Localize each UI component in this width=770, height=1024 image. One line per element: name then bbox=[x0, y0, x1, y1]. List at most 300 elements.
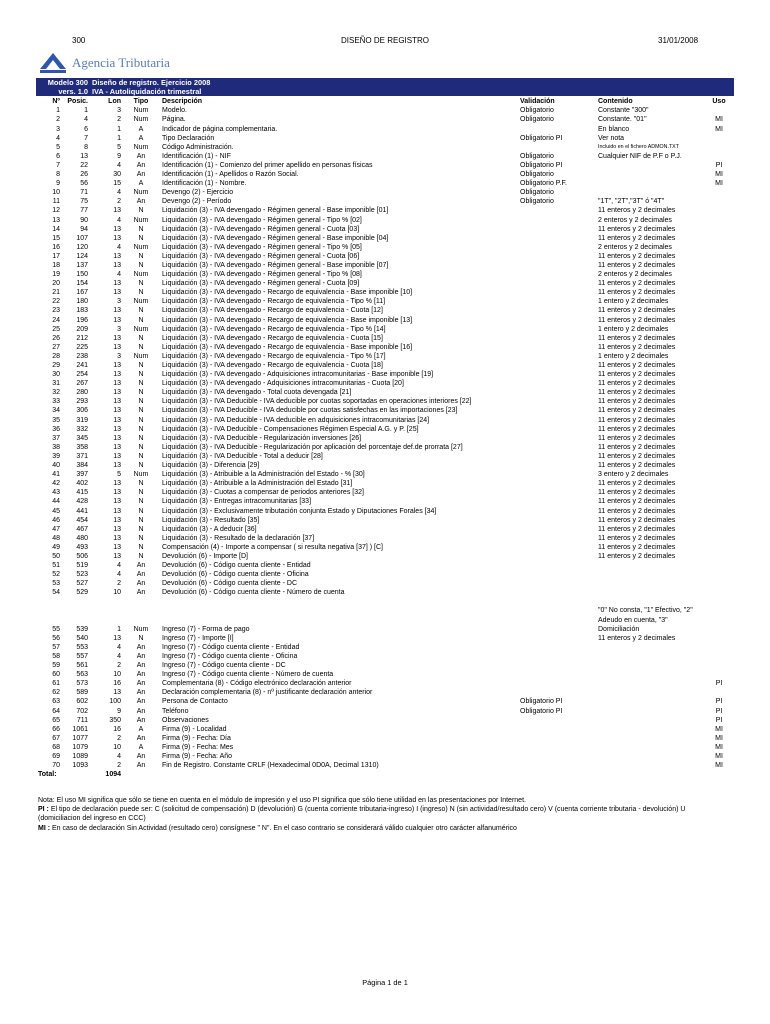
table-row bbox=[36, 488, 734, 497]
cell-description: Devolución (6) - Importe [D] bbox=[162, 552, 248, 560]
cell-number: 51 bbox=[52, 562, 60, 570]
cell-type: Num bbox=[133, 243, 149, 251]
cell-position: 209 bbox=[76, 325, 88, 333]
cell-validation: Obligatorio bbox=[520, 152, 554, 160]
table-row bbox=[36, 270, 734, 279]
agency-name: Agencia Tributaria bbox=[72, 55, 170, 70]
col-header-use: Uso bbox=[712, 98, 726, 105]
table-row bbox=[36, 170, 734, 179]
table-row bbox=[36, 534, 734, 543]
record-design-table bbox=[36, 97, 734, 779]
cell-description: Indicador de página complementaria. bbox=[162, 125, 278, 133]
cell-content: 11 enteros y 2 decimales bbox=[598, 525, 676, 533]
cell-type: An bbox=[136, 580, 146, 588]
table-row bbox=[36, 452, 734, 461]
cell-description: Fin de Registro. Constante CRLF (Hexadecimal 0D0A, Decimal 1310) bbox=[162, 762, 379, 770]
table-row bbox=[36, 425, 734, 434]
cell-type: N bbox=[138, 534, 144, 542]
cell-position: 358 bbox=[76, 443, 88, 451]
cell-content: 11 enteros y 2 decimales bbox=[598, 507, 676, 515]
cell-length: 13 bbox=[113, 425, 121, 433]
cell-type: N bbox=[138, 634, 144, 642]
cell-use: MI bbox=[715, 752, 723, 760]
cell-description: Liquidación (3) - IVA devengado - Régimen general - Base imponible [04] bbox=[162, 234, 389, 242]
cell-description: Liquidación (3) - IVA Deducible - IVA deducible en adquisiciones intracomunitarias [24] bbox=[162, 416, 430, 424]
table-row bbox=[36, 516, 734, 525]
cell-description: Liquidación (3) - IVA Deducible - IVA deducible por cuotas satisfechas en las importaciones [23] bbox=[162, 407, 458, 415]
cell-type: N bbox=[138, 480, 144, 488]
cell-position: 527 bbox=[76, 580, 88, 588]
cell-position: 1089 bbox=[72, 752, 88, 760]
cell-type: An bbox=[136, 680, 146, 688]
table-row bbox=[36, 697, 734, 706]
cell-length: 2 bbox=[117, 116, 121, 124]
cell-type: N bbox=[138, 434, 144, 442]
cell-type: A bbox=[138, 134, 144, 142]
cell-number: 30 bbox=[52, 371, 60, 379]
cell-number: 41 bbox=[52, 471, 60, 479]
cell-description: Ingreso (7) - Importe [I] bbox=[162, 634, 234, 642]
cell-type: N bbox=[138, 334, 144, 342]
cell-length: 13 bbox=[113, 389, 121, 397]
cell-position: 225 bbox=[76, 343, 88, 351]
table-row bbox=[36, 106, 734, 115]
cell-position: 150 bbox=[76, 271, 88, 279]
cell-position: 167 bbox=[76, 289, 88, 297]
cell-number: 43 bbox=[52, 489, 60, 497]
cell-number: 39 bbox=[52, 452, 60, 460]
cell-length: 13 bbox=[113, 534, 121, 542]
cell-description: Teléfono bbox=[162, 707, 189, 715]
cell-description: Firma (9) - Fecha: Día bbox=[162, 734, 231, 742]
cell-length: 4 bbox=[117, 189, 121, 197]
cell-length: 2 bbox=[117, 198, 121, 206]
table-row bbox=[36, 143, 734, 152]
cell-position: 557 bbox=[76, 652, 88, 660]
cell-description: Página. bbox=[162, 116, 186, 124]
cell-position: 7 bbox=[84, 134, 88, 142]
cell-number: 22 bbox=[52, 298, 60, 306]
cell-position: 441 bbox=[76, 507, 88, 515]
table-row bbox=[36, 379, 734, 388]
table-header-row bbox=[36, 97, 734, 106]
model-description: Diseño de registro. Ejercicio 2008 bbox=[92, 78, 211, 87]
cell-content: 11 enteros y 2 decimales bbox=[598, 398, 676, 406]
cell-type: N bbox=[138, 380, 144, 388]
cell-position: 107 bbox=[76, 234, 88, 242]
cell-type: An bbox=[136, 652, 146, 660]
cell-position: 602 bbox=[76, 698, 88, 706]
cell-length: 4 bbox=[117, 243, 121, 251]
cell-description: Firma (9) - Fecha: Año bbox=[162, 752, 233, 760]
cell-type: Num bbox=[133, 116, 149, 124]
cell-length: 9 bbox=[117, 152, 121, 160]
cell-position: 293 bbox=[76, 398, 88, 406]
cell-number: 37 bbox=[52, 434, 60, 442]
cell-number: 33 bbox=[52, 398, 60, 406]
cell-length: 13 bbox=[113, 234, 121, 242]
cell-description: Liquidación (3) - IVA devengado - Recargo de equivalencia - Cuota [15] bbox=[162, 334, 383, 342]
cell-type: An bbox=[136, 716, 146, 724]
cell-description: Liquidación (3) - IVA devengado - Régimen general - Cuota [03] bbox=[162, 225, 360, 233]
cell-content: 11 enteros y 2 decimales bbox=[598, 534, 676, 542]
table-row bbox=[36, 297, 734, 306]
cell-number: 50 bbox=[52, 552, 60, 560]
table-row bbox=[36, 352, 734, 361]
cell-description: Liquidación (3) - IVA devengado - Régimen general - Tipo % [02] bbox=[162, 216, 362, 224]
cell-position: 8 bbox=[84, 143, 88, 151]
cell-position: 319 bbox=[76, 416, 88, 424]
cell-description: Devengo (2) - Período bbox=[162, 198, 232, 206]
cell-description: Liquidación (3) - IVA devengado - Recargo de equivalencia - Cuota [12] bbox=[162, 307, 383, 315]
cell-type: An bbox=[136, 161, 146, 169]
table-row bbox=[36, 152, 734, 161]
cell-type: An bbox=[136, 762, 146, 770]
cell-position: 371 bbox=[76, 452, 88, 460]
cell-type: N bbox=[138, 289, 144, 297]
col-header-validation: Validación bbox=[520, 98, 555, 105]
cell-validation: Obligatorio bbox=[520, 189, 554, 197]
cell-length: 1 bbox=[117, 125, 121, 133]
table-row bbox=[36, 661, 734, 670]
cell-length: 13 bbox=[113, 480, 121, 488]
cell-length: 13 bbox=[113, 443, 121, 451]
cell-number: 27 bbox=[52, 343, 60, 351]
cell-number: 64 bbox=[52, 707, 60, 715]
cell-position: 402 bbox=[76, 480, 88, 488]
cell-number: 28 bbox=[52, 352, 60, 360]
cell-number: 2 bbox=[56, 116, 60, 124]
cell-description: Identificación (1) - NIF bbox=[162, 152, 231, 160]
cell-position: 90 bbox=[80, 216, 88, 224]
cell-type: N bbox=[138, 398, 144, 406]
cell-content: 11 enteros y 2 decimales bbox=[598, 498, 676, 506]
cell-length: 4 bbox=[117, 216, 121, 224]
cell-type: N bbox=[138, 516, 144, 524]
cell-content: 2 enteros y 2 decimales bbox=[598, 216, 672, 224]
cell-number: 3 bbox=[56, 125, 60, 133]
cell-content: "1T", "2T","3T" ó "4T" bbox=[598, 198, 665, 206]
cell-type: N bbox=[138, 407, 144, 415]
cell-number: 52 bbox=[52, 571, 60, 579]
cell-length: 13 bbox=[113, 398, 121, 406]
page-footer: Página 1 de 1 bbox=[362, 978, 408, 987]
cell-description: Liquidación (3) - Diferencia [29] bbox=[162, 462, 260, 470]
cell-content: Constante "300" bbox=[598, 107, 649, 115]
model-label: Modelo 300 bbox=[47, 78, 88, 87]
cell-length: 13 bbox=[113, 689, 121, 697]
cell-length: 4 bbox=[117, 652, 121, 660]
note-mi-lead: MI : bbox=[38, 825, 51, 832]
cell-content: 11 enteros y 2 decimales bbox=[598, 261, 676, 269]
cell-type: N bbox=[138, 452, 144, 460]
col-header-length: Lon bbox=[108, 98, 121, 105]
cell-description: Liquidación (3) - IVA devengado - Recargo de equivalencia - Base imponible [10] bbox=[162, 289, 413, 297]
cell-length: 16 bbox=[113, 680, 121, 688]
cell-position: 415 bbox=[76, 489, 88, 497]
cell-length: 13 bbox=[113, 252, 121, 260]
cell-position: 183 bbox=[76, 307, 88, 315]
cell-position: 397 bbox=[76, 471, 88, 479]
cell-description: Liquidación (3) - Exclusivamente tributación conjunta Estado y Diputaciones Forales [34] bbox=[162, 507, 437, 515]
cell-content: 1 entero y 2 decimales bbox=[598, 352, 669, 360]
table-row bbox=[36, 634, 734, 643]
cell-length: 13 bbox=[113, 289, 121, 297]
cell-length: 13 bbox=[113, 407, 121, 415]
table-row bbox=[36, 334, 734, 343]
cell-number: 55 bbox=[52, 625, 60, 633]
cell-description: Devengo (2) - Ejercicio bbox=[162, 189, 234, 197]
cell-type: Num bbox=[133, 325, 149, 333]
cell-position: 154 bbox=[76, 280, 88, 288]
cell-type: Num bbox=[133, 298, 149, 306]
cell-length: 2 bbox=[117, 580, 121, 588]
cell-description: Liquidación (3) - IVA devengado - Recargo de equivalencia - Tipo % [14] bbox=[162, 325, 386, 333]
cell-type: An bbox=[136, 643, 146, 651]
cell-position: 561 bbox=[76, 662, 88, 670]
cell-length: 13 bbox=[113, 516, 121, 524]
cell-description: Persona de Contacto bbox=[162, 698, 228, 706]
cell-use: MI bbox=[715, 116, 723, 124]
cell-length: 4 bbox=[117, 571, 121, 579]
cell-position: 1093 bbox=[72, 762, 88, 770]
cell-length: 13 bbox=[113, 434, 121, 442]
cell-number: 42 bbox=[52, 480, 60, 488]
cell-description: Ingreso (7) - Forma de pago bbox=[162, 625, 250, 633]
cell-length: 5 bbox=[117, 471, 121, 479]
cell-content: 11 enteros y 2 decimales bbox=[598, 489, 676, 497]
cell-content: 11 enteros y 2 decimales bbox=[598, 443, 676, 451]
cell-position: 180 bbox=[76, 298, 88, 306]
table-row bbox=[36, 543, 734, 552]
cell-number: 25 bbox=[52, 325, 60, 333]
cell-length: 13 bbox=[113, 280, 121, 288]
cell-description: Observaciones bbox=[162, 716, 209, 724]
cell-description: Liquidación (3) - IVA devengado - Adquisiciones intracomunitarias - Cuota [20] bbox=[162, 380, 404, 388]
cell-number: 61 bbox=[52, 680, 60, 688]
cell-position: 254 bbox=[76, 371, 88, 379]
cell-position: 589 bbox=[76, 689, 88, 697]
cell-type: N bbox=[138, 425, 144, 433]
cell-position: 506 bbox=[76, 552, 88, 560]
note-no-activity bbox=[38, 824, 728, 833]
table-row bbox=[36, 206, 734, 215]
cell-length: 13 bbox=[113, 543, 121, 551]
cell-description: Identificación (1) - Apellidos o Razón Social. bbox=[162, 171, 299, 179]
cell-length: 13 bbox=[113, 634, 121, 642]
cell-number: 65 bbox=[52, 716, 60, 724]
cell-length: 13 bbox=[113, 207, 121, 215]
cell-validation: Obligatorio bbox=[520, 198, 554, 206]
cell-validation: Obligatorio bbox=[520, 107, 554, 115]
cell-type: N bbox=[138, 207, 144, 215]
cell-description: Liquidación (3) - Atribuible a la Administración del Estado [31] bbox=[162, 480, 353, 488]
cell-type: Num bbox=[133, 143, 149, 151]
cell-position: 553 bbox=[76, 643, 88, 651]
cell-description: Declaración complementaria (8) - nº justificante declaración anterior bbox=[162, 689, 373, 697]
header-title: DISEÑO DE REGISTRO bbox=[340, 36, 429, 45]
total-row bbox=[36, 770, 734, 779]
cell-length: 13 bbox=[113, 371, 121, 379]
cell-number: 48 bbox=[52, 534, 60, 542]
col-header-position: Posic. bbox=[67, 98, 88, 105]
cell-content: 11 enteros y 2 decimales bbox=[598, 252, 676, 260]
cell-position: 428 bbox=[76, 498, 88, 506]
cell-description: Liquidación (3) - IVA Deducible - Regularización inversiones [26] bbox=[162, 434, 362, 442]
cell-type: N bbox=[138, 280, 144, 288]
cell-use: MI bbox=[715, 725, 723, 733]
cell-description: Liquidación (3) - IVA devengado - Régimen general - Cuota [06] bbox=[162, 252, 360, 260]
cell-position: 539 bbox=[76, 625, 88, 633]
cell-content: 11 enteros y 2 decimales bbox=[598, 289, 676, 297]
cell-use: PI bbox=[715, 716, 723, 724]
cell-description: Liquidación (3) - IVA devengado - Recargo de equivalencia - Base imponible [13] bbox=[162, 316, 413, 324]
cell-length: 13 bbox=[113, 225, 121, 233]
cell-position: 529 bbox=[76, 589, 88, 597]
cell-number: 68 bbox=[52, 743, 60, 751]
cell-position: 573 bbox=[76, 680, 88, 688]
cell-type: Num bbox=[133, 107, 149, 115]
table-row bbox=[36, 688, 734, 697]
cell-length: 3 bbox=[117, 298, 121, 306]
table-row bbox=[36, 507, 734, 516]
table-row bbox=[36, 288, 734, 297]
cell-number: 62 bbox=[52, 689, 60, 697]
cell-description: Modelo. bbox=[162, 107, 187, 115]
cell-content: 11 enteros y 2 decimales bbox=[598, 425, 676, 433]
table-row bbox=[36, 752, 734, 761]
cell-position: 345 bbox=[76, 434, 88, 442]
cell-description: Identificación (1) - Nombre. bbox=[162, 180, 247, 188]
cell-number: 18 bbox=[52, 261, 60, 269]
cell-validation: Obligatorio PI bbox=[520, 707, 563, 715]
cell-length: 16 bbox=[113, 725, 121, 733]
cell-description: Liquidación (3) - IVA Deducible - Regularización por aplicación del porcentaje def.de prorrata [27] bbox=[162, 443, 463, 451]
cell-position: 384 bbox=[76, 462, 88, 470]
note-declaration-types bbox=[38, 805, 728, 823]
cell-content: 11 enteros y 2 decimales bbox=[598, 407, 676, 415]
version-description: IVA - Autoliquidación trimestral bbox=[92, 87, 202, 96]
cell-number: 5 bbox=[56, 143, 60, 151]
cell-position: 1079 bbox=[72, 743, 88, 751]
title-band-version bbox=[36, 87, 734, 96]
cell-length: 2 bbox=[117, 662, 121, 670]
cell-type: An bbox=[136, 662, 146, 670]
cell-description: Liquidación (3) - IVA devengado - Total cuota devengada [21] bbox=[162, 389, 352, 397]
cell-content: 3 entero y 2 decimales bbox=[598, 471, 669, 479]
cell-content: 11 enteros y 2 decimales bbox=[598, 371, 676, 379]
cell-type: N bbox=[138, 362, 144, 370]
cell-position: 267 bbox=[76, 380, 88, 388]
cell-number: 32 bbox=[52, 389, 60, 397]
cell-length: 13 bbox=[113, 343, 121, 351]
col-header-type: Tipo bbox=[133, 98, 149, 105]
cell-type: N bbox=[138, 552, 144, 560]
col-header-content: Contenido bbox=[598, 98, 633, 105]
cell-number: 24 bbox=[52, 316, 60, 324]
cell-description: Ingreso (7) - Código cuenta cliente - DC bbox=[162, 662, 286, 670]
cell-content: 11 enteros y 2 decimales bbox=[598, 416, 676, 424]
cell-content: 11 enteros y 2 decimales bbox=[598, 552, 676, 560]
cell-type: Num bbox=[133, 625, 149, 633]
header-date: 31/01/2008 bbox=[658, 36, 699, 45]
table-row bbox=[36, 216, 734, 225]
cell-type: Num bbox=[133, 189, 149, 197]
cell-position: 493 bbox=[76, 543, 88, 551]
table-row bbox=[36, 552, 734, 561]
cell-position: 212 bbox=[76, 334, 88, 342]
cell-description: Código Administración. bbox=[162, 143, 234, 151]
cell-number: 31 bbox=[52, 380, 60, 388]
cell-type: Num bbox=[133, 271, 149, 279]
cell-description: Devolución (6) - Código cuenta cliente - Entidad bbox=[162, 562, 311, 570]
table-row bbox=[36, 361, 734, 370]
cell-type: An bbox=[136, 198, 146, 206]
cell-length: 4 bbox=[117, 161, 121, 169]
cell-length: 3 bbox=[117, 352, 121, 360]
table-row bbox=[36, 388, 734, 397]
table-row bbox=[36, 161, 734, 170]
cell-type: An bbox=[136, 707, 146, 715]
cell-length: 1 bbox=[117, 625, 121, 633]
cell-type: N bbox=[138, 507, 144, 515]
cell-description: Compensación (4) - Importe a compensar ( si resulta negativa [37] ) [C] bbox=[162, 543, 383, 551]
table-row bbox=[36, 652, 734, 661]
cell-use: PI bbox=[715, 707, 723, 715]
cell-position: 71 bbox=[80, 189, 88, 197]
cell-content: 11 enteros y 2 decimales bbox=[598, 307, 676, 315]
cell-number: 4 bbox=[56, 134, 60, 142]
cell-number: 8 bbox=[56, 171, 60, 179]
cell-description: Devolución (6) - Código cuenta cliente - DC bbox=[162, 580, 298, 588]
cell-content: 11 enteros y 2 decimales bbox=[598, 634, 676, 642]
cell-length: 13 bbox=[113, 489, 121, 497]
cell-length: 4 bbox=[117, 271, 121, 279]
cell-position: 711 bbox=[76, 716, 88, 724]
cell-content: 11 enteros y 2 decimales bbox=[598, 234, 676, 242]
cell-type: N bbox=[138, 489, 144, 497]
table-row bbox=[36, 234, 734, 243]
cell-type: A bbox=[138, 180, 144, 188]
table-row bbox=[36, 306, 734, 315]
cell-type: N bbox=[138, 416, 144, 424]
table-row bbox=[36, 316, 734, 325]
cell-validation: Obligatorio bbox=[520, 116, 554, 124]
cell-number: 46 bbox=[52, 516, 60, 524]
cell-position: 1 bbox=[84, 107, 88, 115]
cell-number: 47 bbox=[52, 525, 60, 533]
cell-number: 60 bbox=[52, 671, 60, 679]
cell-type: N bbox=[138, 525, 144, 533]
cell-validation: Obligatorio PI bbox=[520, 698, 563, 706]
table-row bbox=[36, 370, 734, 379]
table-row bbox=[36, 707, 734, 716]
cell-description: Liquidación (3) - Cuotas a compensar de periodos anteriores [32] bbox=[162, 489, 364, 497]
cell-description: Liquidación (3) - IVA devengado - Régimen general - Tipo % [05] bbox=[162, 243, 362, 251]
cell-description: Ingreso (7) - Código cuenta cliente - Número de cuenta bbox=[162, 671, 334, 679]
table-row bbox=[36, 443, 734, 452]
cell-position: 26 bbox=[80, 171, 88, 179]
cell-number: 21 bbox=[52, 289, 60, 297]
cell-length: 4 bbox=[117, 562, 121, 570]
cell-content: 1 entero y 2 decimales bbox=[598, 325, 669, 333]
cell-position: 702 bbox=[76, 707, 88, 715]
table-row bbox=[36, 252, 734, 261]
cell-number: 17 bbox=[52, 252, 60, 260]
cell-length: 9 bbox=[117, 707, 121, 715]
table-row bbox=[36, 188, 734, 197]
table-row bbox=[36, 561, 734, 570]
